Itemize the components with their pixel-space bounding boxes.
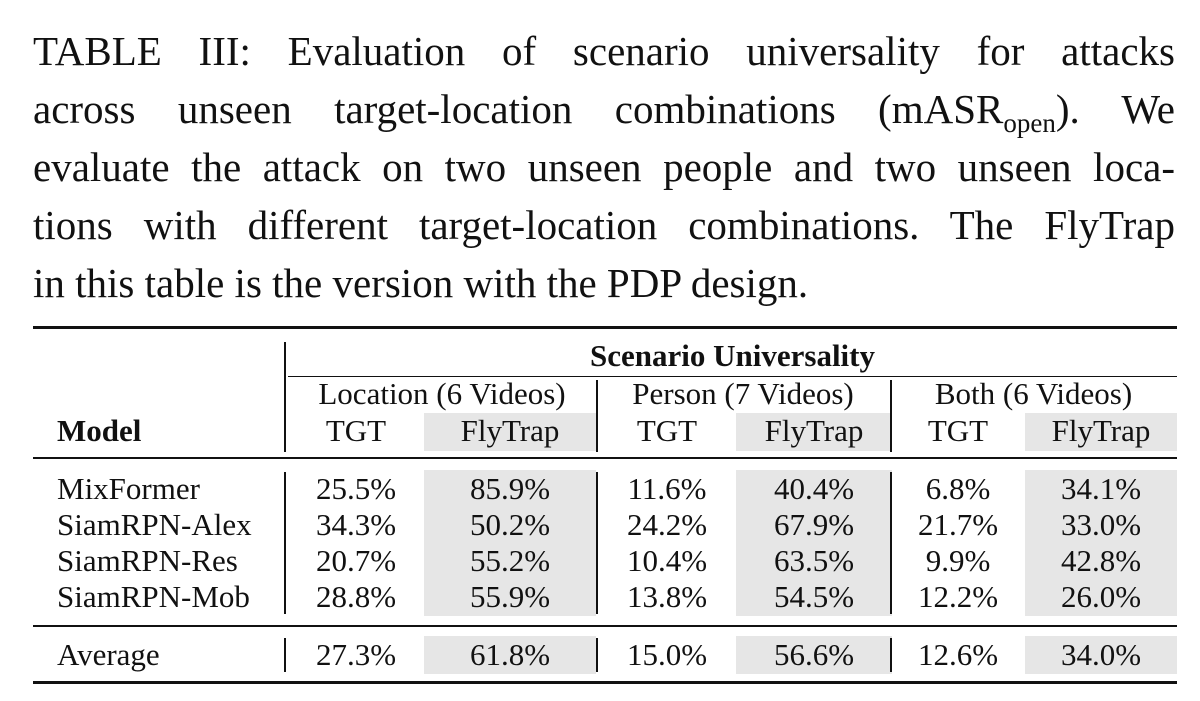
caption-subscript: open bbox=[1003, 108, 1056, 138]
table-caption bbox=[33, 22, 1175, 312]
table-cell: 33.0% bbox=[1060, 507, 1142, 542]
column-group-label: Location (6 Videos) bbox=[318, 376, 566, 411]
table-cell: 25.5% bbox=[315, 471, 397, 506]
table-cell: 85.9% bbox=[469, 471, 551, 506]
table-cell: 20.7% bbox=[315, 543, 397, 578]
header-rule bbox=[33, 457, 1177, 459]
table-cell: 26.0% bbox=[1060, 579, 1142, 614]
average-cell: 27.3% bbox=[315, 637, 397, 672]
caption-line-1: TABLE III: Evaluation of scenario universality for attacks bbox=[33, 28, 1175, 74]
average-cell: 12.6% bbox=[917, 637, 999, 672]
table-cell: 54.5% bbox=[773, 579, 855, 614]
table-cell: 11.6% bbox=[627, 471, 707, 506]
table-cell: 63.5% bbox=[773, 543, 855, 578]
group-header: Scenario Universality bbox=[590, 338, 875, 373]
row-model-name: MixFormer bbox=[57, 471, 200, 506]
table-cell: 13.8% bbox=[626, 579, 708, 614]
column-header-flytrap: FlyTrap bbox=[460, 413, 560, 448]
bottom-rule bbox=[33, 681, 1177, 684]
table-cell: 28.8% bbox=[315, 579, 397, 614]
column-header-tgt: TGT bbox=[636, 413, 698, 448]
model-header: Model bbox=[57, 413, 142, 448]
table-cell: 42.8% bbox=[1060, 543, 1142, 578]
row-model-name: SiamRPN-Mob bbox=[57, 579, 250, 614]
table-cell: 55.9% bbox=[469, 579, 551, 614]
caption-line-2 bbox=[33, 80, 1175, 138]
caption-line-2-tail: ). We bbox=[1055, 86, 1175, 132]
table-cell: 40.4% bbox=[773, 471, 855, 506]
table-cell: 6.8% bbox=[925, 471, 991, 506]
column-group-label: Person (7 Videos) bbox=[632, 376, 854, 411]
table-cell: 9.9% bbox=[925, 543, 991, 578]
table-cell: 50.2% bbox=[469, 507, 551, 542]
table-cell: 10.4% bbox=[626, 543, 708, 578]
column-header-tgt: TGT bbox=[927, 413, 989, 448]
table-cell: 67.9% bbox=[773, 507, 855, 542]
column-group-label: Both (6 Videos) bbox=[934, 376, 1133, 411]
table-cell: 21.7% bbox=[917, 507, 999, 542]
table-cell: 34.1% bbox=[1060, 471, 1142, 506]
row-model-name: SiamRPN-Alex bbox=[57, 507, 252, 542]
table-cell: 55.2% bbox=[469, 543, 551, 578]
row-model-name: SiamRPN-Res bbox=[57, 543, 238, 578]
model-column-divider-header bbox=[284, 342, 286, 452]
column-header-flytrap: FlyTrap bbox=[1051, 413, 1151, 448]
average-cell: 61.8% bbox=[469, 637, 551, 672]
average-label: Average bbox=[57, 637, 160, 672]
column-header-tgt: TGT bbox=[325, 413, 387, 448]
table-cell: 12.2% bbox=[917, 579, 999, 614]
caption-line-3: evaluate the attack on two unseen people and two unseen loca- bbox=[33, 144, 1175, 190]
model-column-divider-average bbox=[284, 638, 286, 672]
model-column-divider-body bbox=[284, 472, 286, 614]
average-cell: 15.0% bbox=[626, 637, 708, 672]
caption-line-4: tions with different target-location combinations. The FlyTrap bbox=[33, 202, 1175, 248]
caption-line-5: in this table is the version with the PDP design. bbox=[33, 260, 809, 306]
caption-line-2-text: across unseen target-location combinations (mASR bbox=[33, 86, 1004, 132]
average-cell: 56.6% bbox=[773, 637, 855, 672]
table-cell: 24.2% bbox=[626, 507, 708, 542]
column-header-flytrap: FlyTrap bbox=[764, 413, 864, 448]
average-cell: 34.0% bbox=[1060, 637, 1142, 672]
table-cell: 34.3% bbox=[315, 507, 397, 542]
top-rule bbox=[33, 326, 1177, 329]
average-rule bbox=[33, 625, 1177, 627]
